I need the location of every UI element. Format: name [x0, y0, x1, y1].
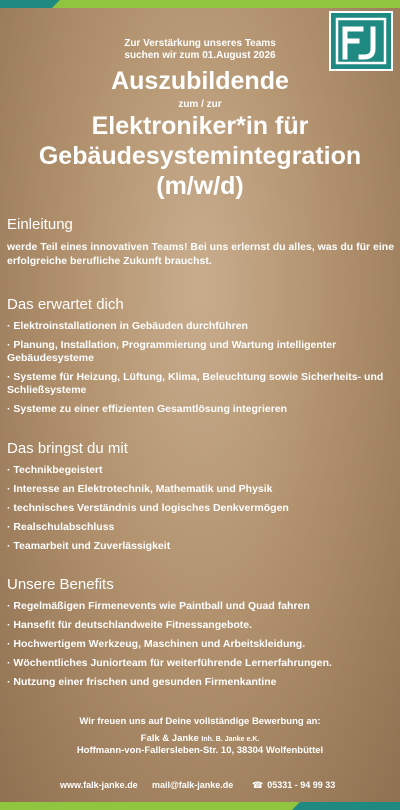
intro-text: [0, 38, 400, 62]
list-item: · Systeme für Heizung, Lüftung, Klima, Beleuchtung sowie Sicherheits- und Schließsysteme: [7, 371, 384, 396]
application-cta: Wir freuen uns auf Deine vollständige Bewerbung an:: [79, 716, 321, 727]
bottom-color-band: [0, 802, 400, 810]
company-owner: Inh. B. Janke e.K.: [201, 736, 260, 743]
bringst-list: [7, 464, 395, 553]
company-address: Hoffmann-von-Fallersleben-Str. 10, 38304 Wolfenbüttel: [76, 745, 324, 756]
list-item: · Technikbegeistert: [7, 464, 103, 476]
section-erwartet: [7, 296, 395, 422]
list-item: · Interesse an Elektrotechnik, Mathematik und Physik: [7, 483, 273, 495]
website-link[interactable]: www.falk-janke.de: [60, 780, 138, 790]
email-link[interactable]: mail@falk-janke.de: [152, 780, 234, 790]
section-benefits: [7, 576, 395, 695]
list-item: · Systeme zu einer effizienten Gesamtlösung integrieren: [7, 403, 288, 415]
list-item: · Regelmäßigen Firmenevents wie Paintball und Quad fahren: [7, 600, 310, 612]
phone-number: [252, 779, 335, 791]
list-item: · Nutzung einer frischen und gesunden Firmenkantine: [7, 676, 277, 688]
section-heading: Das bringst du mit: [7, 440, 128, 457]
title-line-4: (m/w/d): [156, 172, 244, 200]
list-item: · Hochwertigem Werkzeug, Maschinen und Arbeitskleidung.: [7, 638, 306, 650]
list-item: · Realschulabschluss: [7, 521, 115, 533]
job-title-main: Auszubildende: [111, 67, 289, 95]
benefits-list: [7, 600, 395, 689]
top-color-band: [0, 0, 400, 8]
section-heading: Unsere Benefits: [7, 576, 114, 593]
einleitung-text: werde Teil eines innovativen Teams! Bei uns erlernst du alles, was du für eine erfolgreiche berufliche Zukunft brauchst.: [7, 241, 395, 267]
list-item: · technisches Verständnis und logisches Denkvermögen: [7, 502, 289, 514]
phone-text: 05331 - 94 99 33: [267, 780, 336, 790]
list-item: · Hansefit für deutschlandweite Fitnessangebote.: [7, 619, 253, 631]
job-title-connector: zum / zur: [178, 99, 222, 110]
title-line-3: Gebäudesystemintegration: [38, 142, 362, 170]
list-item: · Elektroinstallationen in Gebäuden durchführen: [7, 320, 248, 332]
title-line-2: Elektroniker*in für: [91, 112, 309, 140]
section-heading: Das erwartet dich: [7, 296, 124, 313]
list-item: · Wöchentliches Juniorteam für weiterführende Lernerfahrungen.: [7, 657, 332, 669]
job-title-specialization: [0, 111, 400, 201]
list-item: · Teamarbeit und Zuverlässigkeit: [7, 540, 171, 552]
telephone-icon: ☎: [252, 780, 264, 790]
list-item: · Planung, Installation, Programmierung und Wartung intelligenter Gebäudesysteme: [7, 339, 337, 364]
section-bringst: [7, 440, 395, 559]
erwartet-list: [7, 320, 395, 416]
company-name-text: Falk & Janke: [140, 733, 199, 744]
intro-line-1: Zur Verstärkung unseres Teams: [124, 38, 276, 49]
intro-line-2: suchen wir zum 01.August 2026: [124, 50, 276, 61]
section-heading: Einleitung: [7, 216, 73, 233]
section-einleitung: [7, 216, 395, 268]
